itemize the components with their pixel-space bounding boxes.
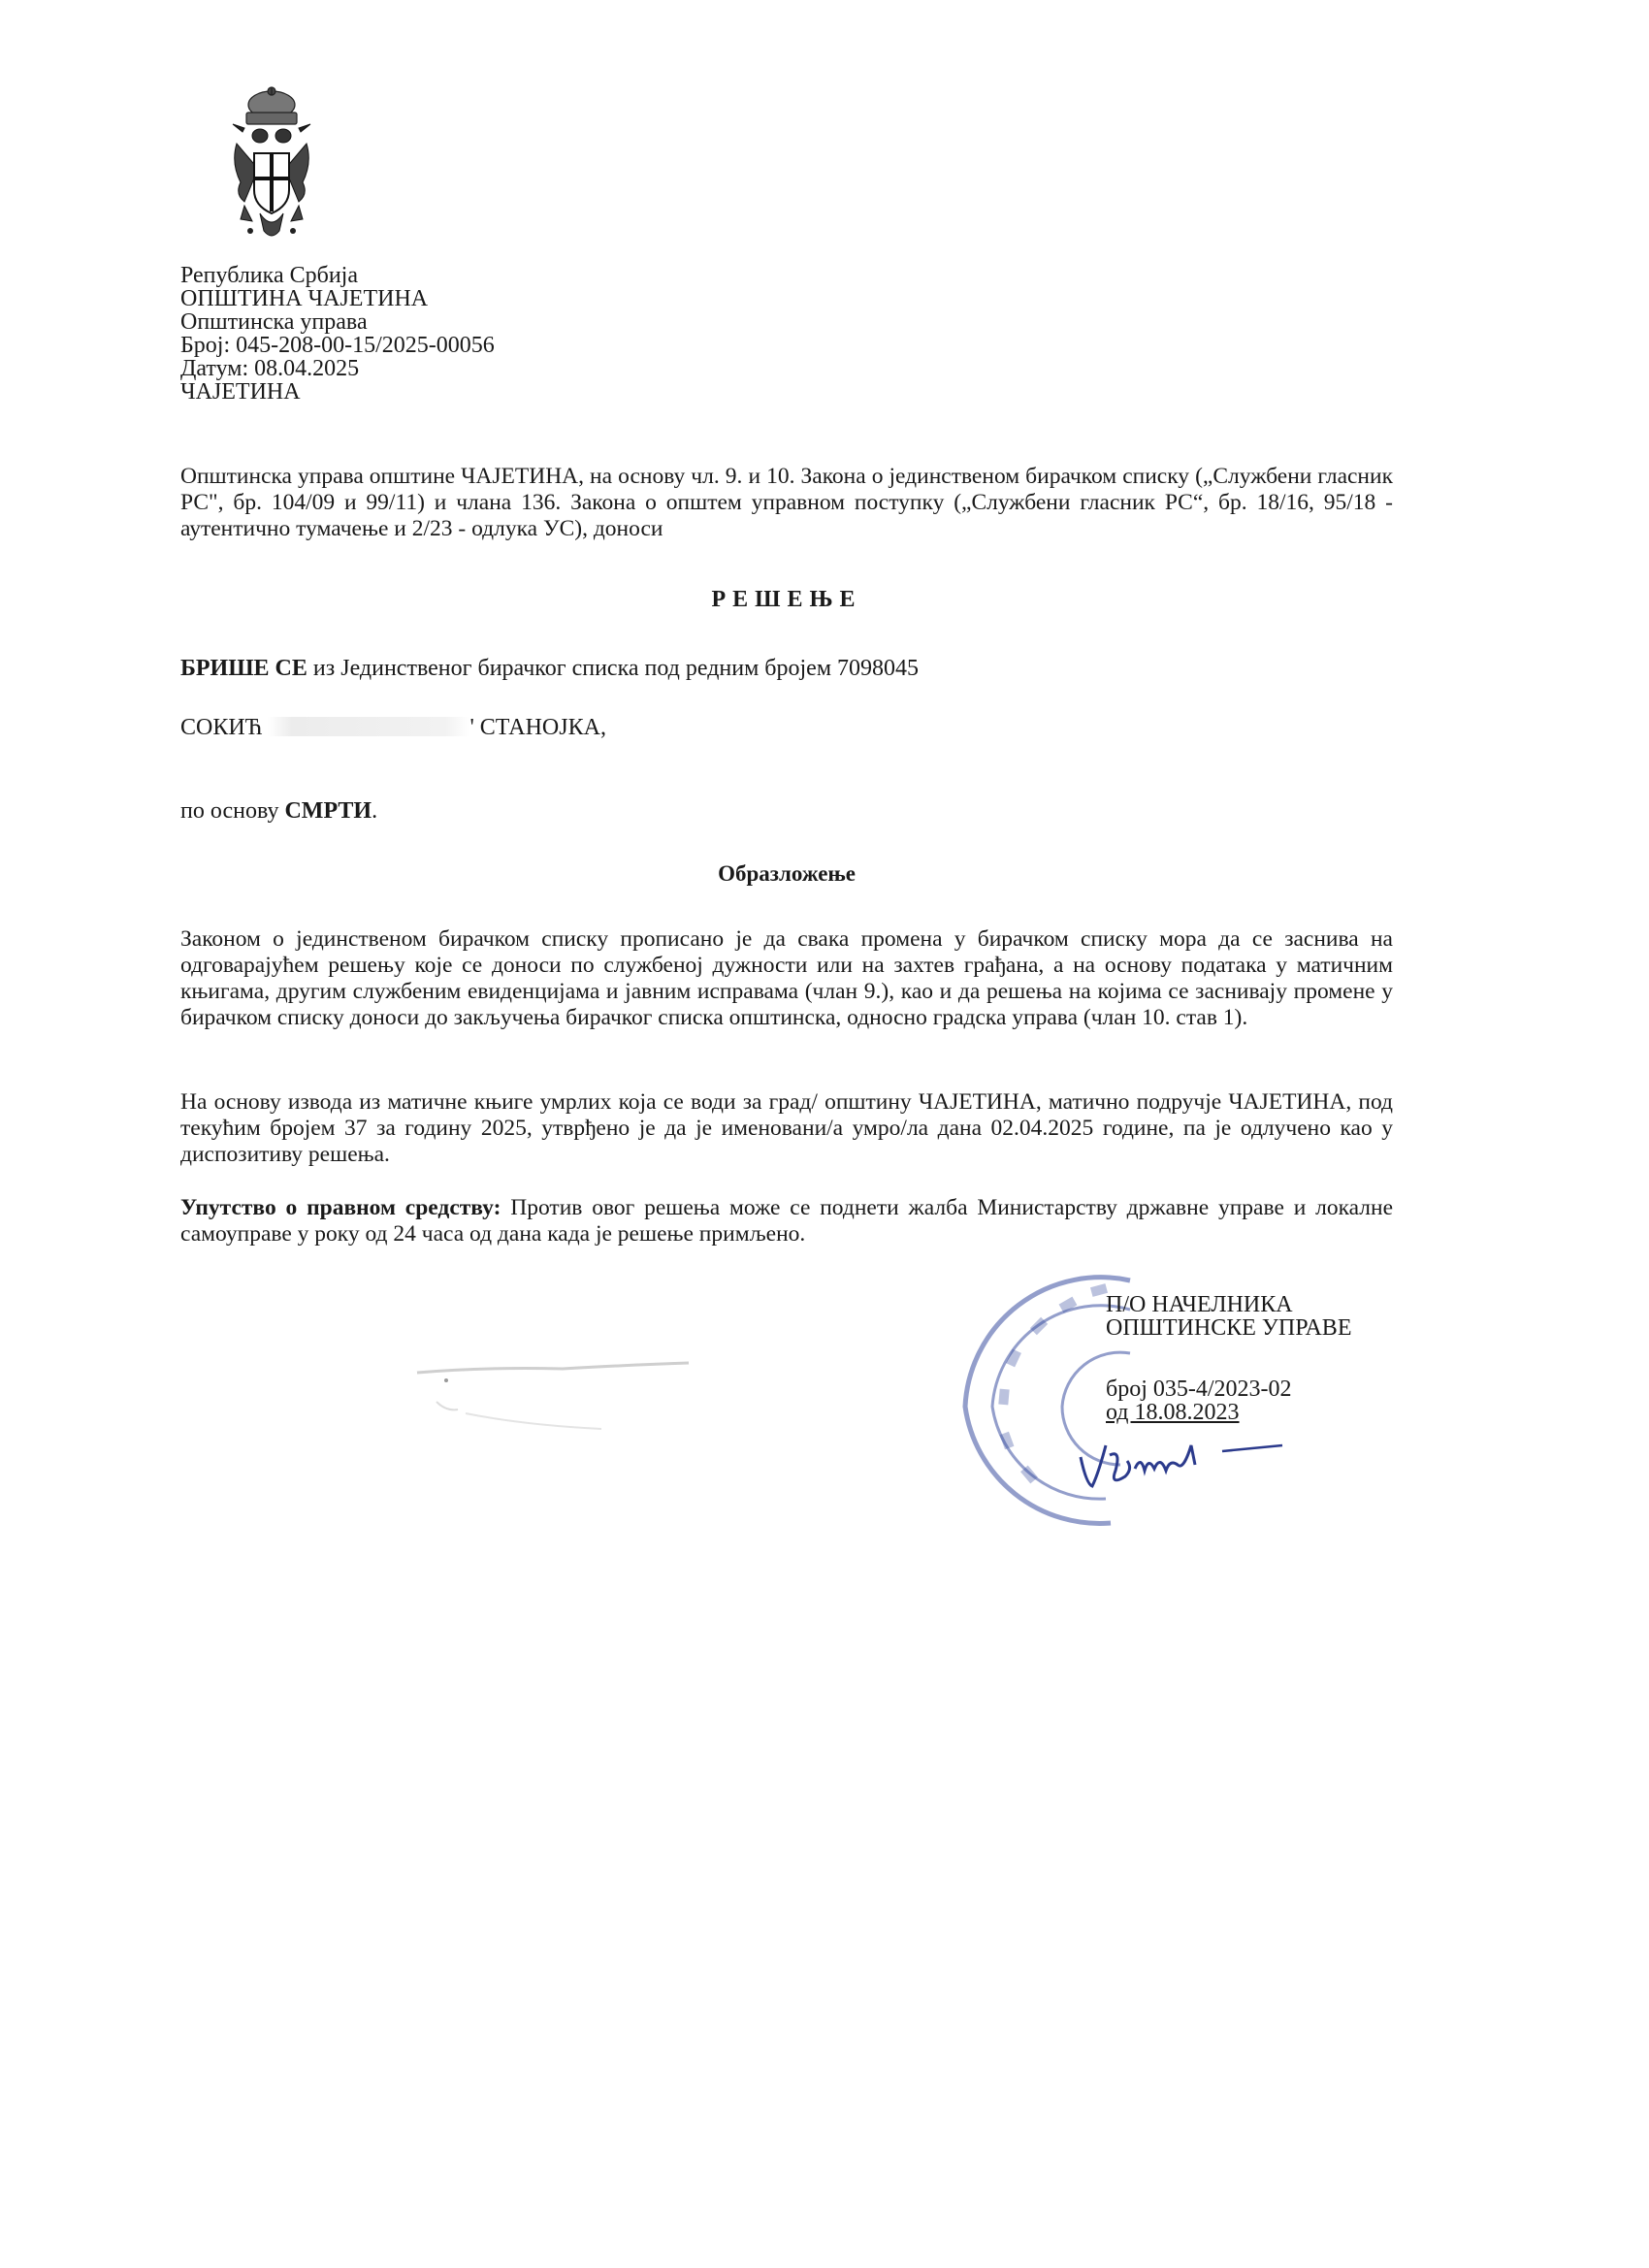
reasoning-paragraph-1: Законом о јединственом бирачком списку прописано је да свака промена у бирачком списку мора да се заснива на одговарајућем решењу које се доноси по службеној дужности или на захтев грађана, а на основу података у матичним књигама, другим службеним евиденцијама и јавним исправама (члан 9.), као и да решења на којима се заснивају промене у бирачком списку доноси до закључења бирачког списка општинска, односно градска управа (члан 10. став 1). [180,926,1393,1030]
person-name-line [180,715,606,741]
signatory-reference [1106,1377,1292,1424]
scan-artifact-mark [407,1353,698,1431]
preamble-paragraph: Општинска управа општине ЧАЈЕТИНА, на основу чл. 9. и 10. Закона о јединственом бирачком списку („Службени гласник РС", бр. 104/09 и 99/11) и члана 136. Закона о општем управном поступку („Службени гласник РС“, бр. 18/16, 95/18 - аутентично тумачење и 2/23 - одлука УС), доноси [180,464,1393,541]
document-header [180,264,495,404]
decision-line [180,656,919,682]
header-date: Датум: 08.04.2025 [180,356,360,381]
decision-bold-lead: БРИШЕ СЕ [180,656,307,681]
header-municipality: ОПШТИНА ЧАЈЕТИНА [180,286,429,311]
decision-text: из Јединственог бирачког списка под редним бројем 7098045 [307,656,920,681]
header-administration: Општинска управа [180,309,368,335]
legal-remedy-label: Упутство о правном средству: [180,1195,501,1220]
signatory-title [1106,1293,1351,1340]
decision-basis [180,798,377,825]
basis-bold: СМРТИ [284,798,372,824]
signatory-ref-number: број 035-4/2023-02 [1106,1377,1292,1402]
header-country: Република Србија [180,263,358,288]
legal-remedy-paragraph [180,1195,1393,1247]
redaction-mark [268,717,469,736]
signatory-line-1: П/О НАЧЕЛНИКА [1106,1292,1293,1317]
decision-title: РЕШЕЊЕ [711,587,862,612]
signatory-line-2: ОПШТИНСКЕ УПРАВЕ [1106,1315,1352,1341]
header-place: ЧАЈЕТИНА [180,379,301,405]
handwritten-signature-icon [1077,1426,1300,1504]
basis-end: . [372,798,378,824]
reasoning-paragraph-2: На основу извода из матичне књиге умрлих која се води за град/ општину ЧАЈЕТИНА, матично подручје ЧАЈЕТИНА, под текућим бројем 37 за годину 2025, утврђено је да је именовани/а умро/ла дана 02.04.2025 године, па је одлучено као у диспозитиву решења. [180,1089,1393,1167]
person-surname: СОКИЋ [180,715,263,740]
person-name-tail: ' СТАНОЈКА, [469,715,606,740]
basis-text: по основу [180,798,285,824]
header-number: Број: 045-208-00-15/2025-00056 [180,333,495,358]
reasoning-title: Образложење [718,861,856,886]
signatory-ref-date: од 18.08.2023 [1106,1400,1240,1425]
legal-remedy-text: Против овог решења може се поднети жалба Министарству државне управе и локалне самоуправе у року од 24 часа од дана када је решење примљено. [180,1195,1394,1247]
coat-of-arms-icon [231,85,312,248]
